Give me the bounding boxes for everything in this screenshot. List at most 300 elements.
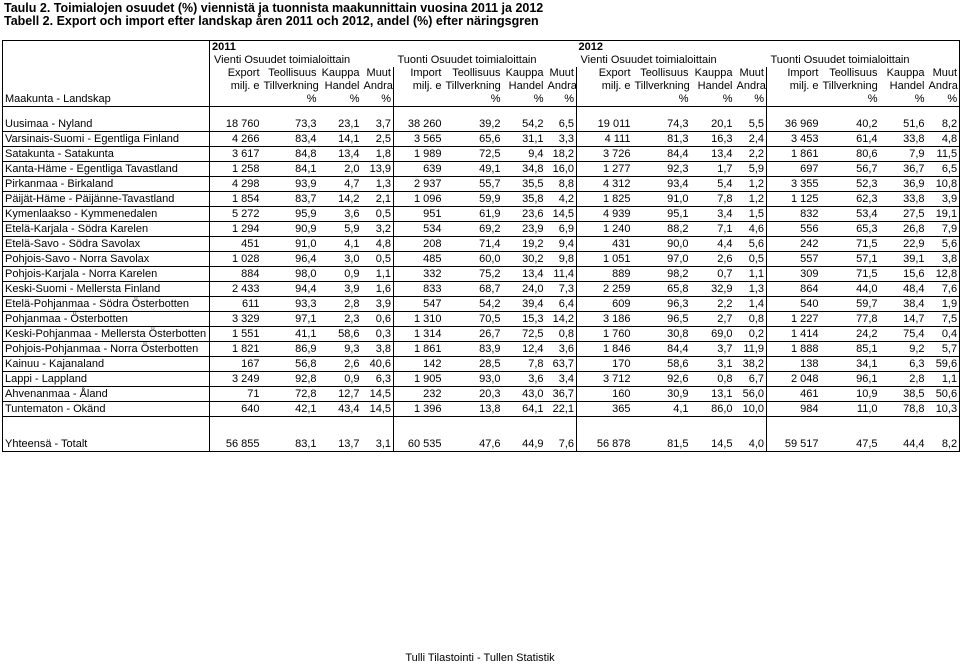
header-row-columns-a bbox=[3, 67, 960, 80]
value-cell: 2,1 bbox=[362, 192, 394, 207]
value-cell: 5,9 bbox=[319, 222, 362, 237]
table-row bbox=[3, 162, 960, 177]
table-row bbox=[3, 327, 960, 342]
value-cell: 1 414 bbox=[767, 327, 821, 342]
spacer-cell bbox=[262, 107, 319, 118]
value-cell: 92,6 bbox=[633, 372, 691, 387]
region-name: Etelä-Pohjanmaa - Södra Österbotten bbox=[3, 297, 210, 312]
value-cell: 24,0 bbox=[503, 282, 546, 297]
value-cell: 34,8 bbox=[503, 162, 546, 177]
value-cell: 6,7 bbox=[735, 372, 767, 387]
value-cell: 8,2 bbox=[927, 117, 960, 132]
value-cell: 540 bbox=[767, 297, 821, 312]
value-cell: 38,5 bbox=[880, 387, 927, 402]
value-cell: 365 bbox=[577, 402, 633, 417]
value-cell: 640 bbox=[210, 402, 262, 417]
value-cell: 39,2 bbox=[444, 117, 503, 132]
unit-cell-empty bbox=[577, 93, 633, 107]
spacer-cell bbox=[735, 107, 767, 118]
column-header: Export bbox=[227, 67, 260, 79]
value-cell: 6,5 bbox=[546, 117, 577, 132]
percent-unit: % bbox=[319, 93, 362, 107]
value-cell: 11,4 bbox=[546, 267, 577, 282]
percent-unit: % bbox=[262, 93, 319, 107]
value-cell: 534 bbox=[394, 222, 444, 237]
region-name: Varsinais-Suomi - Egentliga Finland bbox=[3, 132, 210, 147]
value-cell: 485 bbox=[394, 252, 444, 267]
table-row bbox=[3, 252, 960, 267]
value-cell: 80,6 bbox=[821, 147, 880, 162]
column-header: Tillverkning bbox=[263, 80, 319, 92]
column-header: Kauppa bbox=[505, 67, 544, 79]
value-cell: 451 bbox=[210, 237, 262, 252]
value-cell: 3 186 bbox=[577, 312, 633, 327]
value-cell: 5,6 bbox=[927, 237, 960, 252]
value-cell: 1 821 bbox=[210, 342, 262, 357]
value-cell: 0,9 bbox=[319, 372, 362, 387]
year-2011-label: 2011 bbox=[210, 41, 577, 55]
value-cell: 65,6 bbox=[444, 132, 503, 147]
value-cell: 23,6 bbox=[503, 207, 546, 222]
value-cell: 1,5 bbox=[735, 207, 767, 222]
value-cell: 0,5 bbox=[362, 207, 394, 222]
value-cell: 1,8 bbox=[362, 147, 394, 162]
value-cell: 24,2 bbox=[821, 327, 880, 342]
value-cell: 4 939 bbox=[577, 207, 633, 222]
value-cell: 34,1 bbox=[821, 357, 880, 372]
table-row bbox=[3, 207, 960, 222]
region-name: Pohjois-Savo - Norra Savolax bbox=[3, 252, 210, 267]
value-cell: 65,3 bbox=[821, 222, 880, 237]
region-name: Tuntematon - Okänd bbox=[3, 402, 210, 417]
value-cell: 63,7 bbox=[546, 357, 577, 372]
table-title-sv: Tabell 2. Export och import efter landskap åren 2011 och 2012, andel (%) efter näringsgren bbox=[4, 14, 539, 28]
value-cell: 9,8 bbox=[546, 252, 577, 267]
value-cell: 2,7 bbox=[691, 312, 735, 327]
table-row bbox=[3, 222, 960, 237]
spacer-cell bbox=[633, 417, 691, 438]
value-cell: 26,7 bbox=[444, 327, 503, 342]
value-cell: 3,9 bbox=[319, 282, 362, 297]
value-cell: 13,4 bbox=[691, 147, 735, 162]
column-header: Tillverkning bbox=[445, 80, 501, 92]
value-cell: 96,5 bbox=[633, 312, 691, 327]
value-cell: 5,4 bbox=[691, 177, 735, 192]
value-cell: 3,2 bbox=[362, 222, 394, 237]
region-name: Pohjois-Pohjanmaa - Norra Österbotten bbox=[3, 342, 210, 357]
value-cell: 96,3 bbox=[633, 297, 691, 312]
value-cell: 39,4 bbox=[503, 297, 546, 312]
header-row-columns-b bbox=[3, 80, 960, 93]
value-cell: 72,5 bbox=[503, 327, 546, 342]
table-row bbox=[3, 402, 960, 417]
value-cell: 98,2 bbox=[633, 267, 691, 282]
spacer-cell bbox=[319, 417, 362, 438]
table-row bbox=[3, 297, 960, 312]
value-cell: 3,6 bbox=[503, 372, 546, 387]
column-header: Muut bbox=[735, 67, 767, 80]
value-cell: 557 bbox=[767, 252, 821, 267]
region-name: Lappi - Lappland bbox=[3, 372, 210, 387]
value-cell: 547 bbox=[394, 297, 444, 312]
value-cell: 7,5 bbox=[927, 312, 960, 327]
value-cell: 1 227 bbox=[767, 312, 821, 327]
spacer-cell bbox=[767, 107, 821, 118]
value-cell: 14,5 bbox=[362, 402, 394, 417]
value-cell: 11,5 bbox=[927, 147, 960, 162]
value-cell: 1,2 bbox=[735, 192, 767, 207]
value-cell: 47,5 bbox=[821, 437, 880, 452]
value-cell: 2 937 bbox=[394, 177, 444, 192]
value-cell: 95,9 bbox=[262, 207, 319, 222]
value-cell: 3,3 bbox=[546, 132, 577, 147]
spacer-cell bbox=[362, 417, 394, 438]
value-cell: 3,1 bbox=[691, 357, 735, 372]
value-cell: 11,0 bbox=[821, 402, 880, 417]
value-cell: 2 259 bbox=[577, 282, 633, 297]
spacer-cell bbox=[691, 107, 735, 118]
value-cell: 3 355 bbox=[767, 177, 821, 192]
value-cell: 7,6 bbox=[927, 282, 960, 297]
value-cell: 7,9 bbox=[927, 222, 960, 237]
spacer-cell bbox=[546, 107, 577, 118]
value-cell: 3,8 bbox=[927, 252, 960, 267]
column-header: Handel bbox=[508, 80, 544, 92]
value-cell: 3,7 bbox=[691, 342, 735, 357]
value-cell: 90,9 bbox=[262, 222, 319, 237]
value-cell: 3,6 bbox=[319, 207, 362, 222]
table-row bbox=[3, 117, 960, 132]
value-cell: 461 bbox=[767, 387, 821, 402]
table-row bbox=[3, 147, 960, 162]
value-cell: 2,3 bbox=[319, 312, 362, 327]
value-cell: 3,1 bbox=[362, 437, 394, 452]
column-header: Handel bbox=[889, 80, 925, 92]
percent-unit: % bbox=[880, 93, 927, 107]
value-cell: 14,7 bbox=[880, 312, 927, 327]
value-cell: 26,8 bbox=[880, 222, 927, 237]
value-cell: 1 861 bbox=[394, 342, 444, 357]
value-cell: 3 617 bbox=[210, 147, 262, 162]
table-title-fi: Taulu 2. Toimialojen osuudet (%) viennistä ja tuonnista maakunnittain vuosina 2011 ja 2012 bbox=[4, 1, 544, 15]
region-name: Keski-Suomi - Mellersta Finland bbox=[3, 282, 210, 297]
value-cell: 1 314 bbox=[394, 327, 444, 342]
value-cell: 1 051 bbox=[577, 252, 633, 267]
value-cell: 3 329 bbox=[210, 312, 262, 327]
value-cell: 62,3 bbox=[821, 192, 880, 207]
value-cell: 28,5 bbox=[444, 357, 503, 372]
value-cell: 2 433 bbox=[210, 282, 262, 297]
value-cell: 33,8 bbox=[880, 132, 927, 147]
table-row bbox=[3, 312, 960, 327]
value-cell: 1 396 bbox=[394, 402, 444, 417]
value-cell: 984 bbox=[767, 402, 821, 417]
value-cell: 1,4 bbox=[735, 297, 767, 312]
column-header: milj. e bbox=[412, 80, 442, 92]
value-cell: 23,1 bbox=[319, 117, 362, 132]
value-cell: 43,0 bbox=[503, 387, 546, 402]
value-cell: 44,9 bbox=[503, 437, 546, 452]
value-cell: 14,2 bbox=[319, 192, 362, 207]
value-cell: 4,7 bbox=[319, 177, 362, 192]
region-name: Kymenlaakso - Kymmenedalen bbox=[3, 207, 210, 222]
value-cell: 0,8 bbox=[735, 312, 767, 327]
value-cell: 83,7 bbox=[262, 192, 319, 207]
value-cell: 951 bbox=[394, 207, 444, 222]
value-cell: 12,8 bbox=[927, 267, 960, 282]
value-cell: 77,8 bbox=[821, 312, 880, 327]
value-cell: 32,9 bbox=[691, 282, 735, 297]
value-cell: 81,3 bbox=[633, 132, 691, 147]
value-cell: 3,0 bbox=[319, 252, 362, 267]
value-cell: 0,6 bbox=[362, 312, 394, 327]
value-cell: 10,3 bbox=[927, 402, 960, 417]
value-cell: 59 517 bbox=[767, 437, 821, 452]
value-cell: 9,3 bbox=[319, 342, 362, 357]
value-cell: 884 bbox=[210, 267, 262, 282]
value-cell: 72,8 bbox=[262, 387, 319, 402]
value-cell: 19 011 bbox=[577, 117, 633, 132]
column-header: Tillverkning bbox=[822, 80, 878, 92]
column-header: Kauppa bbox=[694, 67, 733, 79]
header-corner-cell bbox=[3, 80, 210, 93]
value-cell: 2 048 bbox=[767, 372, 821, 387]
value-cell: 94,4 bbox=[262, 282, 319, 297]
column-header: Muut bbox=[546, 67, 577, 80]
value-cell: 27,5 bbox=[880, 207, 927, 222]
value-cell: 96,1 bbox=[821, 372, 880, 387]
spacer-cell bbox=[927, 417, 960, 438]
header-corner-cell bbox=[3, 41, 210, 55]
value-cell: 4,0 bbox=[735, 437, 767, 452]
unit-cell-empty bbox=[210, 93, 262, 107]
statistics-table bbox=[2, 40, 960, 452]
value-cell: 1,9 bbox=[927, 297, 960, 312]
table-row bbox=[3, 387, 960, 402]
value-cell: 59,6 bbox=[927, 357, 960, 372]
value-cell: 6,9 bbox=[546, 222, 577, 237]
value-cell: 1 310 bbox=[394, 312, 444, 327]
value-cell: 11,9 bbox=[735, 342, 767, 357]
spacer-cell bbox=[362, 107, 394, 118]
value-cell: 50,6 bbox=[927, 387, 960, 402]
region-name: Yhteensä - Totalt bbox=[3, 437, 210, 452]
value-cell: 84,8 bbox=[262, 147, 319, 162]
value-cell: 16,3 bbox=[691, 132, 735, 147]
value-cell: 242 bbox=[767, 237, 821, 252]
value-cell: 1 240 bbox=[577, 222, 633, 237]
value-cell: 1,7 bbox=[691, 162, 735, 177]
value-cell: 1 258 bbox=[210, 162, 262, 177]
value-cell: 30,8 bbox=[633, 327, 691, 342]
column-header: Andra bbox=[363, 80, 393, 92]
value-cell: 1,1 bbox=[927, 372, 960, 387]
value-cell: 47,6 bbox=[444, 437, 503, 452]
spacer-cell bbox=[210, 417, 262, 438]
value-cell: 556 bbox=[767, 222, 821, 237]
value-cell: 95,1 bbox=[633, 207, 691, 222]
value-cell: 1 028 bbox=[210, 252, 262, 267]
value-cell: 4 312 bbox=[577, 177, 633, 192]
value-cell: 10,9 bbox=[821, 387, 880, 402]
value-cell: 13,9 bbox=[362, 162, 394, 177]
percent-unit: % bbox=[735, 93, 767, 107]
value-cell: 65,8 bbox=[633, 282, 691, 297]
value-cell: 0,3 bbox=[362, 327, 394, 342]
region-name: Päijät-Häme - Päijänne-Tavastland bbox=[3, 192, 210, 207]
column-header: milj. e bbox=[230, 80, 260, 92]
percent-unit: % bbox=[444, 93, 503, 107]
region-name: Ahvenanmaa - Åland bbox=[3, 387, 210, 402]
spacer-cell bbox=[444, 417, 503, 438]
column-header: Andra bbox=[736, 80, 766, 92]
value-cell: 56,0 bbox=[735, 387, 767, 402]
value-cell: 1,6 bbox=[362, 282, 394, 297]
value-cell: 6,3 bbox=[362, 372, 394, 387]
value-cell: 0,5 bbox=[362, 252, 394, 267]
table-row bbox=[3, 372, 960, 387]
spacer-cell bbox=[503, 417, 546, 438]
value-cell: 611 bbox=[210, 297, 262, 312]
table-row bbox=[3, 192, 960, 207]
value-cell: 160 bbox=[577, 387, 633, 402]
spacer-cell bbox=[3, 417, 210, 438]
value-cell: 58,6 bbox=[633, 357, 691, 372]
value-cell: 832 bbox=[767, 207, 821, 222]
value-cell: 40,2 bbox=[821, 117, 880, 132]
value-cell: 19,2 bbox=[503, 237, 546, 252]
column-header: milj. e bbox=[789, 80, 819, 92]
value-cell: 36 969 bbox=[767, 117, 821, 132]
spacer-cell bbox=[3, 107, 210, 118]
value-cell: 43,4 bbox=[319, 402, 362, 417]
region-name: Etelä-Savo - Södra Savolax bbox=[3, 237, 210, 252]
value-cell: 12,7 bbox=[319, 387, 362, 402]
value-cell: 69,0 bbox=[691, 327, 735, 342]
value-cell: 97,1 bbox=[262, 312, 319, 327]
value-cell: 83,9 bbox=[444, 342, 503, 357]
value-cell: 36,7 bbox=[546, 387, 577, 402]
value-cell: 1,2 bbox=[735, 177, 767, 192]
value-cell: 49,1 bbox=[444, 162, 503, 177]
value-cell: 92,8 bbox=[262, 372, 319, 387]
value-cell: 86,0 bbox=[691, 402, 735, 417]
spacer-cell bbox=[735, 417, 767, 438]
value-cell: 1,3 bbox=[362, 177, 394, 192]
percent-unit: % bbox=[362, 93, 394, 107]
column-header: milj. e bbox=[601, 80, 631, 92]
value-cell: 7,6 bbox=[546, 437, 577, 452]
value-cell: 170 bbox=[577, 357, 633, 372]
spacer-cell bbox=[577, 417, 633, 438]
value-cell: 4,1 bbox=[319, 237, 362, 252]
value-cell: 1 825 bbox=[577, 192, 633, 207]
column-header: Import bbox=[787, 67, 819, 79]
value-cell: 3 565 bbox=[394, 132, 444, 147]
column-header: Handel bbox=[324, 80, 360, 92]
value-cell: 53,4 bbox=[821, 207, 880, 222]
column-header: Teollisuus bbox=[268, 67, 317, 79]
value-cell: 75,4 bbox=[880, 327, 927, 342]
value-cell: 2,6 bbox=[319, 357, 362, 372]
value-cell: 8,8 bbox=[546, 177, 577, 192]
value-cell: 5,5 bbox=[735, 117, 767, 132]
value-cell: 4 111 bbox=[577, 132, 633, 147]
value-cell: 96,4 bbox=[262, 252, 319, 267]
value-cell: 1,1 bbox=[362, 267, 394, 282]
value-cell: 232 bbox=[394, 387, 444, 402]
value-cell: 6,4 bbox=[546, 297, 577, 312]
value-cell: 55,7 bbox=[444, 177, 503, 192]
value-cell: 0,5 bbox=[735, 252, 767, 267]
spacer-cell bbox=[633, 107, 691, 118]
header-corner-cell bbox=[3, 54, 210, 67]
value-cell: 138 bbox=[767, 357, 821, 372]
value-cell: 208 bbox=[394, 237, 444, 252]
value-cell: 639 bbox=[394, 162, 444, 177]
value-cell: 14,5 bbox=[546, 207, 577, 222]
value-cell: 4,8 bbox=[927, 132, 960, 147]
value-cell: 33,8 bbox=[880, 192, 927, 207]
value-cell: 36,7 bbox=[880, 162, 927, 177]
value-cell: 2,2 bbox=[735, 147, 767, 162]
value-cell: 93,3 bbox=[262, 297, 319, 312]
spacer-cell bbox=[691, 417, 735, 438]
value-cell: 31,1 bbox=[503, 132, 546, 147]
value-cell: 98,0 bbox=[262, 267, 319, 282]
region-name: Kanta-Häme - Egentliga Tavastland bbox=[3, 162, 210, 177]
percent-unit: % bbox=[503, 93, 546, 107]
value-cell: 93,0 bbox=[444, 372, 503, 387]
value-cell: 1 854 bbox=[210, 192, 262, 207]
column-header: Muut bbox=[927, 67, 960, 80]
spacer-cell bbox=[319, 107, 362, 118]
value-cell: 1 888 bbox=[767, 342, 821, 357]
value-cell: 38,4 bbox=[880, 297, 927, 312]
value-cell: 3,4 bbox=[546, 372, 577, 387]
table-row bbox=[3, 357, 960, 372]
value-cell: 54,2 bbox=[503, 117, 546, 132]
value-cell: 0,2 bbox=[735, 327, 767, 342]
column-header: Kauppa bbox=[321, 67, 360, 79]
value-cell: 7,8 bbox=[691, 192, 735, 207]
value-cell: 56,7 bbox=[821, 162, 880, 177]
value-cell: 86,9 bbox=[262, 342, 319, 357]
group-title: Tuonti Osuudet toimialoittain bbox=[767, 54, 960, 67]
value-cell: 91,0 bbox=[633, 192, 691, 207]
value-cell: 3,9 bbox=[927, 192, 960, 207]
value-cell: 97,0 bbox=[633, 252, 691, 267]
value-cell: 13,4 bbox=[319, 147, 362, 162]
value-cell: 61,9 bbox=[444, 207, 503, 222]
value-cell: 13,8 bbox=[444, 402, 503, 417]
table-row bbox=[3, 267, 960, 282]
value-cell: 14,5 bbox=[362, 387, 394, 402]
value-cell: 1 551 bbox=[210, 327, 262, 342]
value-cell: 23,9 bbox=[503, 222, 546, 237]
value-cell: 0,7 bbox=[691, 267, 735, 282]
value-cell: 85,1 bbox=[821, 342, 880, 357]
spacer-cell bbox=[577, 107, 633, 118]
value-cell: 3 249 bbox=[210, 372, 262, 387]
value-cell: 0,9 bbox=[319, 267, 362, 282]
group-title: Vienti Osuudet toimialoittain bbox=[214, 54, 351, 66]
value-cell: 71,5 bbox=[821, 267, 880, 282]
value-cell: 9,4 bbox=[503, 147, 546, 162]
spacer-cell bbox=[821, 417, 880, 438]
percent-unit: % bbox=[927, 93, 960, 107]
value-cell: 35,8 bbox=[503, 192, 546, 207]
